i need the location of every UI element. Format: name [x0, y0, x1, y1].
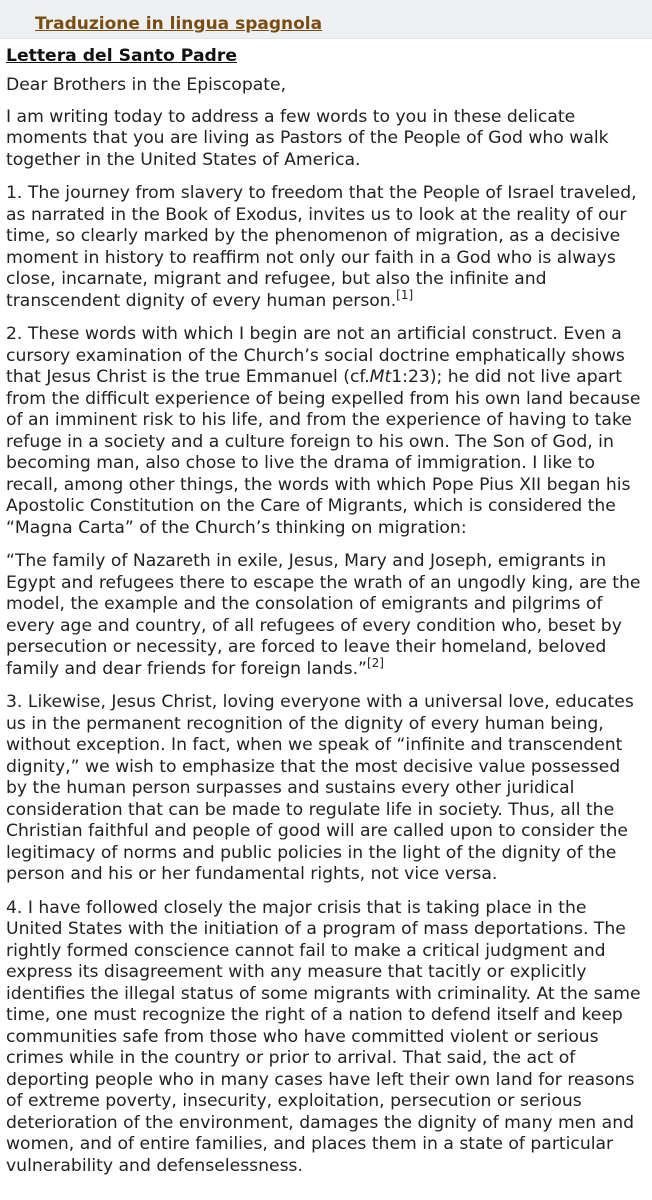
paragraph-4: 4. I have followed closely the major crisis that is taking place in the United States with the initiation of a program of mass deportations. The rightly formed conscience cannot fail to make a critical judgment and express its disagreement with any measure that tacitly or explicitly identifies the illegal status of some migrants with criminality. At the same time, one must recognize the right of a nation to defend itself and keep communities safe from those who have committed violent or serious crimes while in the country or prior to arrival. That said, the act of deporting people who in many cases have left their own land for reasons of extreme poverty, insecurity, exploitation, persecution or serious deterioration of the environment, damages the dignity of many men and women, and of entire families, and places them in a state of particular vulnerability and defenselessness.	[6, 897, 641, 1176]
paragraph-1	[6, 183, 646, 312]
paragraph-3: 3. Likewise, Jesus Christ, loving everyone with a universal love, educates us in the permanent recognition of the dignity of every human being, without exception. In fact, when we speak of “infinite and transcendent dignity,” we wish to emphasize that the most decisive value possessed by the human person surpasses and sustains every other juridical consideration that can be made to regulate life in society. Thus, all the Christian faithful and people of good will are called upon to consider the legitimacy of norms and public policies in the light of the dignity of the person and his or her fundamental rights, not vice versa.	[6, 692, 634, 884]
scripture-ref: Mt	[369, 367, 392, 387]
letter-title: Lettera del Santo Padre	[6, 46, 237, 66]
footnote-2-link[interactable]: [2]	[366, 655, 384, 670]
paragraph-2	[6, 324, 646, 539]
quote-paragraph	[6, 551, 646, 680]
paragraph-2-before: 2. These words with which I begin are not an artificial construct. Even a cursory examination of the Church’s social doctrine emphatically shows that Jesus Christ is the true Emmanuel (cf.	[6, 324, 625, 387]
footnote-1-link[interactable]: [1]	[396, 287, 414, 302]
intro-paragraph: I am writing today to address a few words to you in these delicate moments that you are living as Pastors of the People of God who walk together in the United States of America.	[6, 106, 609, 170]
top-bar	[0, 0, 652, 39]
paragraph-2-after: 1:23); he did not live apart from the difficult experience of being expelled from his own land because of an imminent risk to his life, and from the experience of having to take refuge in a society and a culture foreign to his own. The Son of God, in becoming man, also chose to live the drama of immigration. I like to recall, among other things, the words with which Pope Pius XII began his Apostolic Constitution on the Care of Migrants, which is considered the “Magna Carta” of the Church’s thinking on migration:	[6, 367, 641, 538]
salutation: Dear Brothers in the Episcopate,	[6, 75, 287, 95]
letter-content	[6, 44, 646, 1189]
quote-text: “The family of Nazareth in exile, Jesus, Mary and Joseph, emigrants in Egypt and refugees there to escape the wrath of an ungodly king, are the model, the example and the consolation of emigrants and pilgrims of every age and country, of all refugees of every condition who, beset by persecution or necessity, are forced to leave their homeland, beloved family and dear friends for foreign lands.”	[6, 551, 641, 679]
spanish-translation-link[interactable]: Traduzione in lingua spagnola	[35, 14, 323, 34]
paragraph-1-text: 1. The journey from slavery to freedom that the People of Israel traveled, as narrated in the Book of Exodus, invites us to look at the reality of our time, so clearly marked by the phenomenon of migration, as a decisive moment in history to reaffirm not only our faith in a God who is always close, incarnate, migrant and refugee, but also the infinite and transcendent dignity of every human person.	[6, 183, 637, 311]
